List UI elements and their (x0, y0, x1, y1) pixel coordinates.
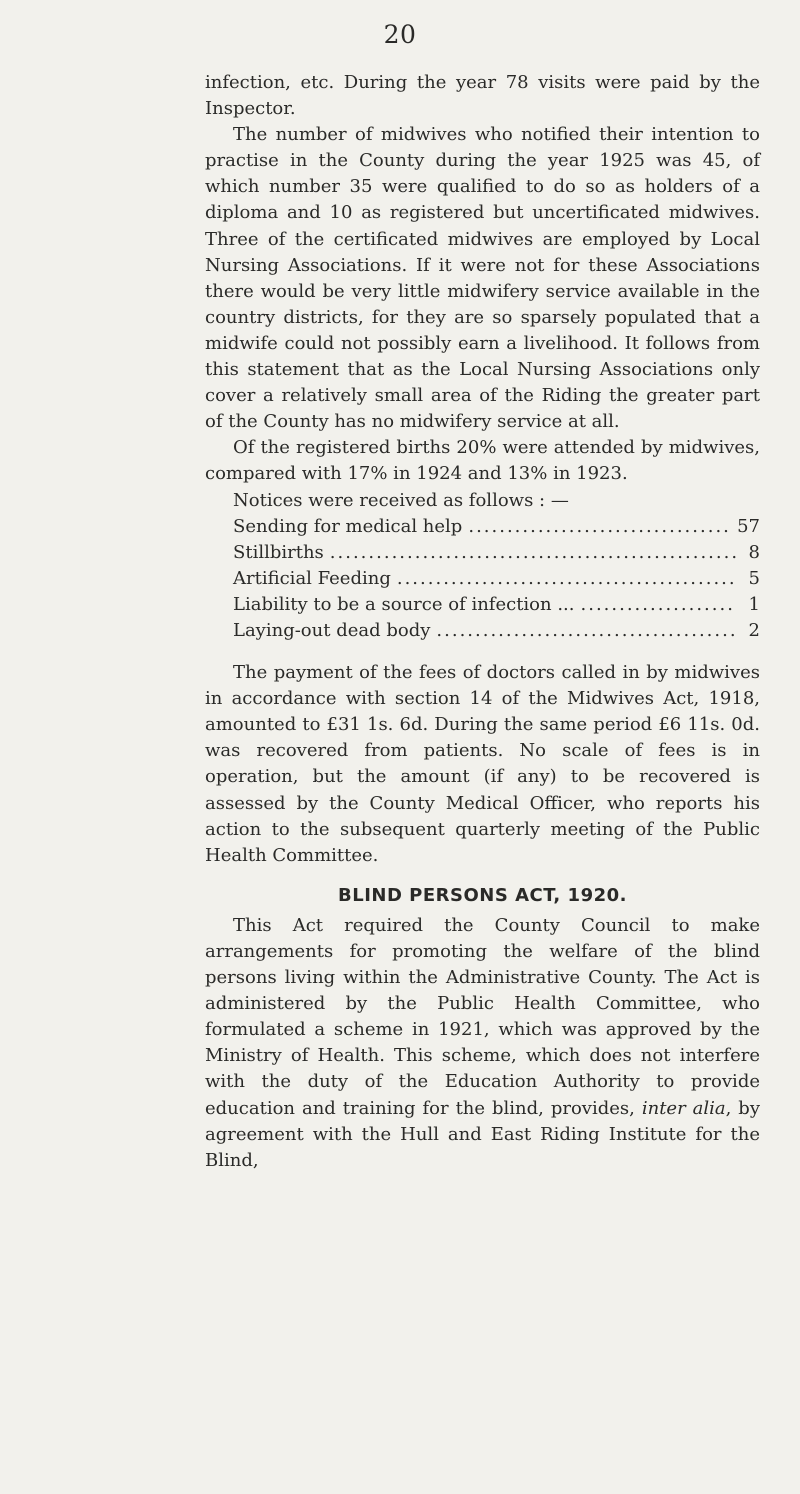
notice-item (233, 592, 760, 618)
dot-leader (330, 540, 736, 566)
notice-label: Laying-out dead body (233, 619, 431, 641)
page-number: 20 (383, 20, 417, 49)
notice-label: Stillbirths (233, 541, 324, 563)
notice-item (233, 566, 760, 592)
section-heading: BLIND PERSONS ACT, 1920. (338, 884, 627, 906)
notice-label: Artificial Feeding (233, 567, 391, 589)
notice-count: 57 (737, 515, 760, 537)
notices-list (233, 514, 760, 644)
dot-leader (436, 618, 736, 644)
notice-item (233, 540, 760, 566)
blind-act-text-italic: inter alia (641, 1097, 726, 1119)
paragraph-continuation: infection, etc. During the year 78 visits were paid by the Inspector. (205, 72, 760, 120)
page-body (205, 70, 760, 1174)
dot-leader (468, 514, 731, 540)
blind-act-text-start: This Act required the County Council to make arrangements for promoting the welfare of the blind persons living within the Administrative County. The Act is administered by the Public Health Committee, who formulated a scheme in 1921, which was approved by the Ministry of Health. This scheme, which does not interfere with the duty of the Education Authority to provide education and training for the blind, provides, (205, 914, 760, 1119)
paragraph-doctor-fees: The payment of the fees of doctors called in by midwives in accordance with section 14 of the Midwives Act, 1918, amounted to £31 1s. 6d. During the same period £6 11s. 0d. was recovered from patients. No scale of fees is in operation, but the amount (if any) to be recovered is assessed by the County Medical Officer, who reports his action to the subsequent quarterly meeting of the Public Health Committee. (205, 662, 760, 866)
notice-label: Liability to be a source of infection ... (233, 593, 575, 615)
notice-item (233, 514, 760, 540)
notice-item (233, 618, 760, 644)
dot-leader (397, 566, 736, 592)
paragraph-midwives-notified: The number of midwives who notified their intention to practise in the County during the year 1925 was 45, of which number 35 were qualified to do so as holders of a diploma and 10 as registered but uncertificated midwives. Three of the certificated midwives are employed by Local Nursing Associations. If it were not for these Associations there would be very little midwifery service available in the country districts, for they are so sparsely populated that a midwife could not possibly earn a livelihood. It follows from this statement that as the Local Nursing Associations only cover a relatively small area of the Riding the greater part of the County has no midwifery service at all. (205, 124, 760, 433)
paragraph-blind-persons-act (205, 913, 760, 1174)
paragraph-registered-births: Of the registered births 20% were attended by midwives, compared with 17% in 1924 and 13% in 1923. (205, 437, 760, 485)
notice-count: 5 (748, 567, 760, 589)
notice-count: 2 (748, 619, 760, 641)
notice-count: 1 (748, 593, 760, 615)
notices-intro: Notices were received as follows : — (233, 489, 569, 511)
dot-leader (581, 592, 737, 618)
notice-label: Sending for medical help (233, 515, 463, 537)
blind-act-text-end: , by agreement with the Hull and East Riding Institute for the Blind, (205, 1097, 760, 1171)
notice-count: 8 (748, 541, 760, 563)
